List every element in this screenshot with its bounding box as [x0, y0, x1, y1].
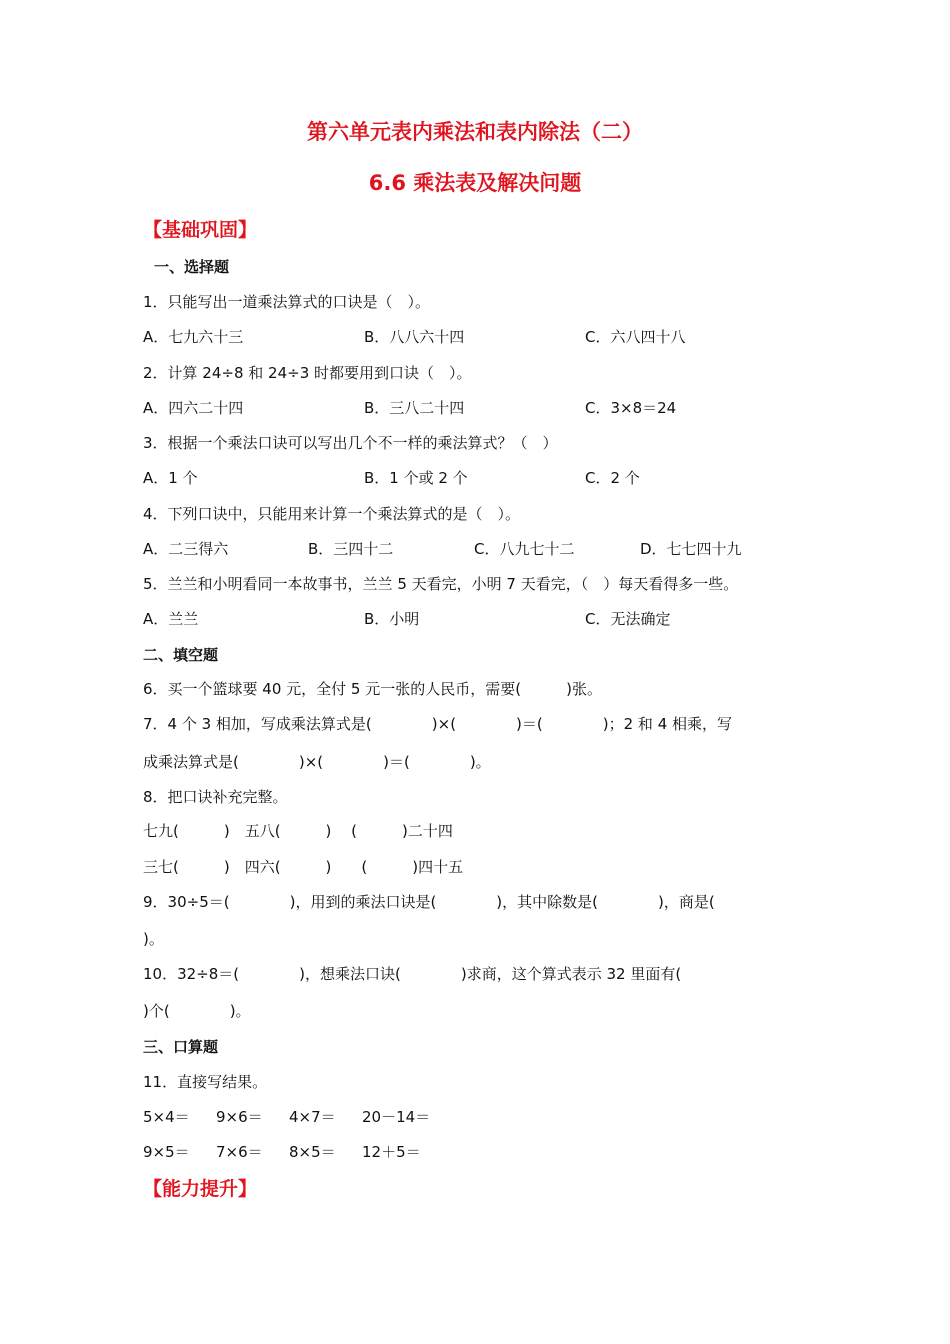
q1-stem: 1．只能写出一道乘法算式的口诀是（ ）。 [143, 293, 431, 311]
q4-option-a: A．二三得六 [143, 540, 229, 558]
calc-item: 8×5＝ [289, 1143, 336, 1161]
q4-option-b: B．三四十二 [308, 540, 394, 558]
q3-option-a: A．1 个 [143, 469, 198, 487]
page-subtitle: 6.6 乘法表及解决问题 [368, 171, 582, 195]
section-basic: 【基础巩固】 [143, 219, 258, 241]
page-title: 第六单元表内乘法和表内除法（二） [307, 120, 643, 144]
q1-option-a: A．七九六十三 [143, 328, 244, 346]
q8-row2: 三七( ) 四六( ) ( )四十五 [143, 858, 464, 876]
calc-item: 7×6＝ [216, 1143, 263, 1161]
q5-option-a: A．兰兰 [143, 610, 199, 628]
q7-text-line2: 成乘法算式是( )×( )＝( )。 [143, 753, 491, 771]
calc-item: 4×7＝ [289, 1108, 336, 1126]
q2-stem: 2．计算 24÷8 和 24÷3 时都要用到口诀（ ）。 [143, 364, 472, 382]
q10-text-line1: 10．32÷8＝( )，想乘法口诀( )求商，这个算式表示 32 里面有( [143, 965, 682, 983]
q6-text: 6．买一个篮球要 40 元，全付 5 元一张的人民币，需要( )张。 [143, 680, 602, 698]
q8-text: 8．把口诀补充完整。 [143, 788, 288, 806]
part3-heading: 三、口算题 [143, 1038, 219, 1056]
q4-option-c: C．八九七十二 [474, 540, 575, 558]
q7-text-line1: 7．4 个 3 相加，写成乘法算式是( )×( )＝( )；2 和 4 相乘，写 [143, 715, 733, 733]
q9-text-line1: 9．30÷5＝( )，用到的乘法口诀是( )，其中除数是( )，商是( [143, 893, 715, 911]
q4-option-d: D．七七四十九 [640, 540, 742, 558]
q8-row1: 七九( ) 五八( ) ( )二十四 [143, 822, 453, 840]
q1-option-c: C．六八四十八 [585, 328, 686, 346]
q3-stem: 3．根据一个乘法口诀可以写出几个不一样的乘法算式？（ ） [143, 434, 558, 452]
q10-text-line2: )个( )。 [143, 1002, 251, 1020]
calc-item: 9×6＝ [216, 1108, 263, 1126]
q2-option-a: A．四六二十四 [143, 399, 244, 417]
calc-item: 5×4＝ [143, 1108, 190, 1126]
q2-option-c: C．3×8＝24 [585, 399, 677, 417]
q3-option-b: B．1 个或 2 个 [364, 469, 468, 487]
part2-heading: 二、填空题 [143, 646, 219, 664]
section-ability: 【能力提升】 [143, 1178, 258, 1200]
q3-option-c: C．2 个 [585, 469, 640, 487]
q2-option-b: B．三八二十四 [364, 399, 465, 417]
q9-text-line2: )。 [143, 930, 164, 948]
part1-heading: 一、选择题 [154, 258, 230, 276]
calc-item: 20－14＝ [362, 1108, 431, 1126]
q11-text: 11．直接写结果。 [143, 1073, 268, 1091]
calc-item: 9×5＝ [143, 1143, 190, 1161]
q1-option-b: B．八八六十四 [364, 328, 465, 346]
q5-stem: 5．兰兰和小明看同一本故事书，兰兰 5 天看完，小明 7 天看完，（ ）每天看得多一些。 [143, 575, 739, 593]
calc-item: 12＋5＝ [362, 1143, 421, 1161]
q5-option-c: C．无法确定 [585, 610, 671, 628]
q4-stem: 4．下列口诀中，只能用来计算一个乘法算式的是（ ）。 [143, 505, 521, 523]
q5-option-b: B．小明 [364, 610, 420, 628]
